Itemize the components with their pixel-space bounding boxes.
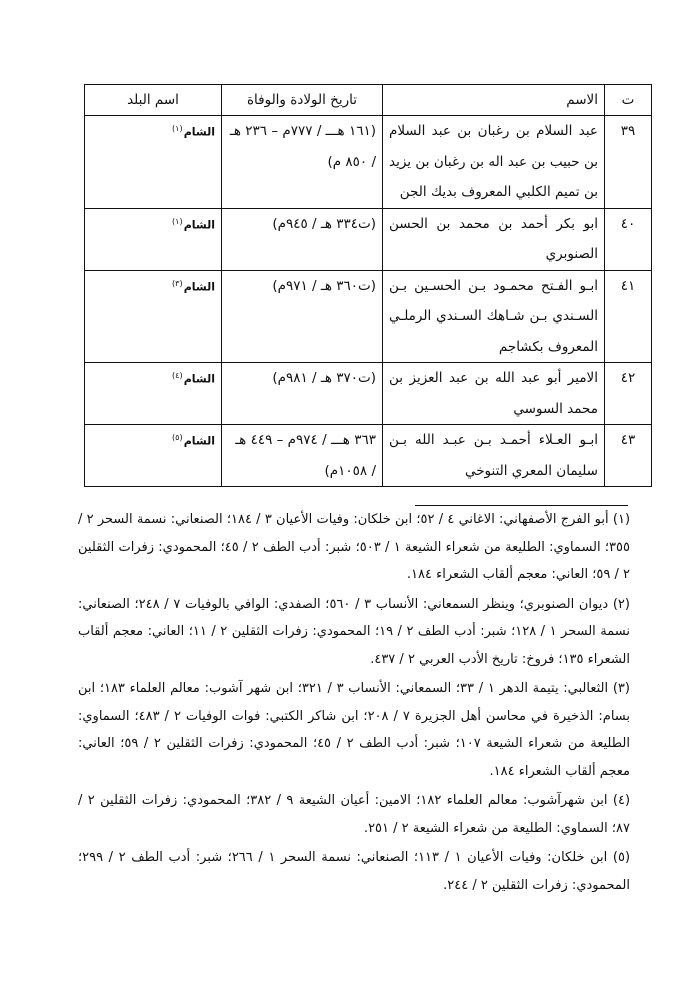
footnote-text: ابن خلكان: وفيات الأعيان ١ / ١١٣؛ الصنعاني: نسمة السحر ١ / ٢٦٦؛ شبر: أدب الطف ٢ / ٢٩٩؛ المحمودي: زفرات الثقلين ٢ / ٢٤٤. — [78, 850, 630, 893]
row-name: الامير أبو عبد الله بن عبد العزيز بن محمد السوسي — [383, 363, 605, 425]
row-city-cell — [85, 116, 222, 209]
footnote-mark: (١) — [612, 512, 631, 527]
city-label: الشام — [183, 280, 215, 294]
row-number: ٤٠ — [605, 208, 652, 270]
header-city: اسم البلد — [85, 85, 222, 116]
row-name: عبد السلام بن رغبان بن عبد السلام بن حبيب بن عبد اله بن رغبان بن يزيد بن تميم الكلبي المعروف بديك الجن — [383, 116, 605, 209]
row-name: ابو بكر أحمد بن محمد بن الحسن الصنوبري — [383, 208, 605, 270]
row-number: ٤٣ — [605, 425, 652, 487]
row-city — [172, 425, 215, 455]
row-dates: (ت٣٦٠ هـ / ٩٧١م) — [222, 270, 383, 363]
footnote-mark: (٤) — [612, 793, 631, 808]
footnote-ref: (١) — [172, 216, 183, 226]
row-name: ابـو العـلاء أحمـد بـن عبـد الله بـن سليمان المعري التنوخي — [383, 425, 605, 487]
footnote-mark: (٥) — [612, 850, 631, 865]
footnote-mark: (٣) — [612, 681, 630, 696]
table-header-row — [85, 85, 652, 116]
footnote-text: أبو الفرج الأصفهاني: الاغاني ٤ / ٥٢؛ ابن خلكان: وفيات الأعيان ٣ / ١٨٤؛ الصنعاني: نسمة السحر ٢ / ٣٥٥؛ السماوي: الطليعة من شعراء الشيعة ١ / ٥٠٣؛ شبر: أدب الطف ٢ / ٤٥؛ المحمودي: زفرات الثقلين ٢ / ٥٩؛ العاني: معجم ألقاب الشعراء ١٨٤. — [78, 512, 630, 582]
header-name: الاسم — [383, 85, 605, 116]
footnote-text: ديوان الصنوبري؛ وينظر السمعاني: الأنساب ٣ / ٥٦٠؛ الصفدي: الوافي بالوفيات ٧ / ٢٤٨؛ الصنعاني: نسمة السحر ١ / ١٢٨؛ شبر: أدب الطف ٢ / ١٩؛ المحمودي: زفرات الثقلين ٢ / ١١؛ العاني: معجم ألقاب الشعراء ١٣٥؛ فروخ: تاريخ الأدب العربي ٢ / ٤٣٧. — [78, 596, 630, 667]
header-number: ت — [605, 85, 652, 116]
row-number: ٤١ — [605, 270, 652, 363]
city-label: الشام — [183, 434, 215, 448]
footnotes — [78, 506, 630, 899]
row-city-cell — [85, 270, 222, 363]
row-dates: (ت٣٧٠ هـ / ٩٨١م) — [222, 363, 383, 425]
row-number: ٣٩ — [605, 116, 652, 209]
footnote — [78, 787, 630, 842]
footnote — [78, 675, 630, 785]
row-city-cell — [85, 425, 222, 487]
row-dates: (١٦١ هـــ / ٧٧٧م – ٢٣٦ هـ / ٨٥٠ م) — [222, 116, 383, 209]
row-number: ٤٢ — [605, 363, 652, 425]
city-label: الشام — [183, 218, 215, 232]
table-row — [85, 363, 652, 425]
footnote-text: ابن شهرآشوب: معالم العلماء ١٨٢؛ الامين: أعيان الشيعة ٩ / ٣٨٢؛ المحمودي: زفرات الثقلين ٢ / ٨٧؛ السماوي: الطليعة من شعراء الشيعة ٢ / ٢٥١. — [78, 793, 630, 836]
table-row — [85, 116, 652, 209]
row-city-cell — [85, 208, 222, 270]
row-dates: ٣٦٣ هـــ / ٩٧٤م – ٤٤٩ هـ / ١٠٥٨م) — [222, 425, 383, 487]
footnote-ref: (٥) — [172, 433, 183, 442]
row-city-cell — [85, 363, 222, 425]
biography-table — [84, 84, 652, 487]
header-dates: تاريخ الولادة والوفاة — [222, 85, 383, 116]
table-row — [85, 425, 652, 487]
footnote — [78, 844, 630, 899]
footnote-mark: (٢) — [612, 596, 630, 612]
footnote — [78, 591, 630, 674]
row-city — [172, 209, 215, 239]
footnote — [78, 506, 630, 589]
row-dates: (ت٣٣٤ هـ / ٩٤٥م) — [222, 208, 383, 270]
footnote-text: الثعالبي: يتيمة الدهر ١ / ٣٣؛ السمعاني: الأنساب ٣ / ٣٢١؛ ابن شهر آشوب: معالم العلماء ١٨٣؛ ابن بسام: الذخيرة في محاسن أهل الجزيرة ٧ / ٢٠٨؛ ابن شاكر الكتبي: فوات الوفيات ٢ / ٤٨٣؛ السماوي: الطليعة من شعراء الشيعة ١٠٧؛ شبر: أدب الطف ٢ / ٤٥؛ المحمودي: زفرات الثقلين ٢ / ٥٩؛ العاني: معجم ألقاب الشعراء ١٨٤. — [78, 681, 630, 779]
footnote-ref: (٣) — [172, 278, 183, 288]
city-label: الشام — [183, 125, 215, 139]
city-label: الشام — [183, 372, 215, 386]
table-row — [85, 270, 652, 363]
table-row — [85, 208, 652, 270]
row-city — [172, 363, 215, 393]
row-city — [172, 116, 215, 146]
row-city — [172, 271, 215, 301]
footnote-ref: (٤) — [172, 371, 183, 380]
row-name: ابـو الفـتح محمـود بـن الحسـين بـن السـندي بـن شـاهك السـندي الرملـي المعروف بكشاجم — [383, 270, 605, 363]
footnote-ref: (١) — [172, 124, 183, 133]
